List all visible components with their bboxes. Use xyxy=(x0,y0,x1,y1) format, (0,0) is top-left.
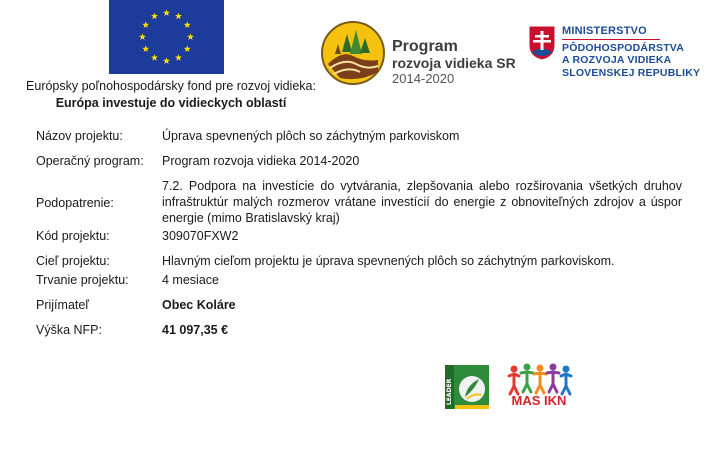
mas-ikn-text: MAS IKN xyxy=(511,393,567,408)
ministry-line-3: A ROZVOJA VIDIEKA xyxy=(562,54,672,66)
project-row-goal xyxy=(36,253,682,272)
eu-star-icon xyxy=(175,54,182,61)
value-project-code: 309070FXW2 xyxy=(162,229,239,243)
eu-caption-line2: Európa investuje do vidieckych oblastí xyxy=(55,96,287,110)
ministry-line-2: PÔDOHOSPODÁRSTVA xyxy=(562,41,685,54)
prv-logo-icon xyxy=(320,20,386,86)
label-operational-program: Operačný program: xyxy=(36,154,144,168)
eu-star-icon xyxy=(163,9,170,16)
project-row-duration xyxy=(36,272,682,297)
eu-star-icon xyxy=(142,45,149,52)
leader-logo-icon xyxy=(445,365,489,409)
label-project-duration: Trvanie projektu: xyxy=(36,273,129,287)
eu-flag xyxy=(109,0,224,74)
eu-star-icon xyxy=(187,33,194,40)
project-row-submeasure xyxy=(36,178,682,228)
label-project-goal: Cieľ projektu: xyxy=(36,254,110,268)
label-submeasure: Podopatrenie: xyxy=(36,196,114,210)
label-project-code: Kód projektu: xyxy=(36,229,110,243)
prv-text xyxy=(392,38,516,86)
project-info-table xyxy=(36,128,682,347)
label-nfp-amount: Výška NFP: xyxy=(36,323,102,337)
prv-title: Program xyxy=(392,38,458,55)
eu-star-icon xyxy=(184,45,191,52)
project-row-code xyxy=(36,228,682,253)
slovak-emblem-icon xyxy=(528,25,556,61)
project-row-program xyxy=(36,153,682,178)
ministry-title xyxy=(562,25,700,79)
project-row-recipient xyxy=(36,297,682,322)
label-recipient: Prijímateľ xyxy=(36,298,89,312)
value-submeasure: 7.2. Podpora na investície do vytvárania, zlepšovania alebo rozširovania všetkých druhov infraštruktúr malých rozmerov vrátane investícií do energie z obnoviteľných zdrojov a úspor energie (mimo Bratislavský kraj) xyxy=(162,179,682,225)
value-project-name: Úprava spevnených plôch so záchytným parkoviskom xyxy=(162,129,460,143)
value-project-goal: Hlavným cieľom projektu je úprava spevnených plôch so záchytným parkoviskom. xyxy=(162,254,615,268)
label-project-name: Názov projektu: xyxy=(36,129,123,143)
value-nfp-amount: 41 097,35 € xyxy=(162,323,229,337)
leader-text: LEADER xyxy=(446,378,453,405)
eu-star-icon xyxy=(151,13,158,20)
eu-caption xyxy=(16,78,326,112)
eu-star-icon xyxy=(184,21,191,28)
eu-star-icon xyxy=(139,33,146,40)
eu-star-icon xyxy=(142,21,149,28)
prv-subtitle: rozvoja vidieka SR xyxy=(392,55,516,71)
eu-star-icon xyxy=(175,13,182,20)
eu-stars-icon xyxy=(109,0,224,74)
project-row-name xyxy=(36,128,682,153)
value-recipient: Obec Koláre xyxy=(162,298,236,312)
ministry-line-1: MINISTERSTVO xyxy=(562,25,660,40)
value-operational-program: Program rozvoja vidieka 2014-2020 xyxy=(162,154,360,168)
ministry-line-4: SLOVENSKEJ REPUBLIKY xyxy=(562,66,701,79)
project-row-nfp xyxy=(36,322,682,347)
prv-years: 2014-2020 xyxy=(392,71,455,86)
eu-star-icon xyxy=(163,57,170,64)
value-project-duration: 4 mesiace xyxy=(162,273,219,287)
eu-star-icon xyxy=(151,54,158,61)
eu-caption-line1: Európsky poľnohospodársky fond pre rozvoj vidieka: xyxy=(26,79,316,93)
